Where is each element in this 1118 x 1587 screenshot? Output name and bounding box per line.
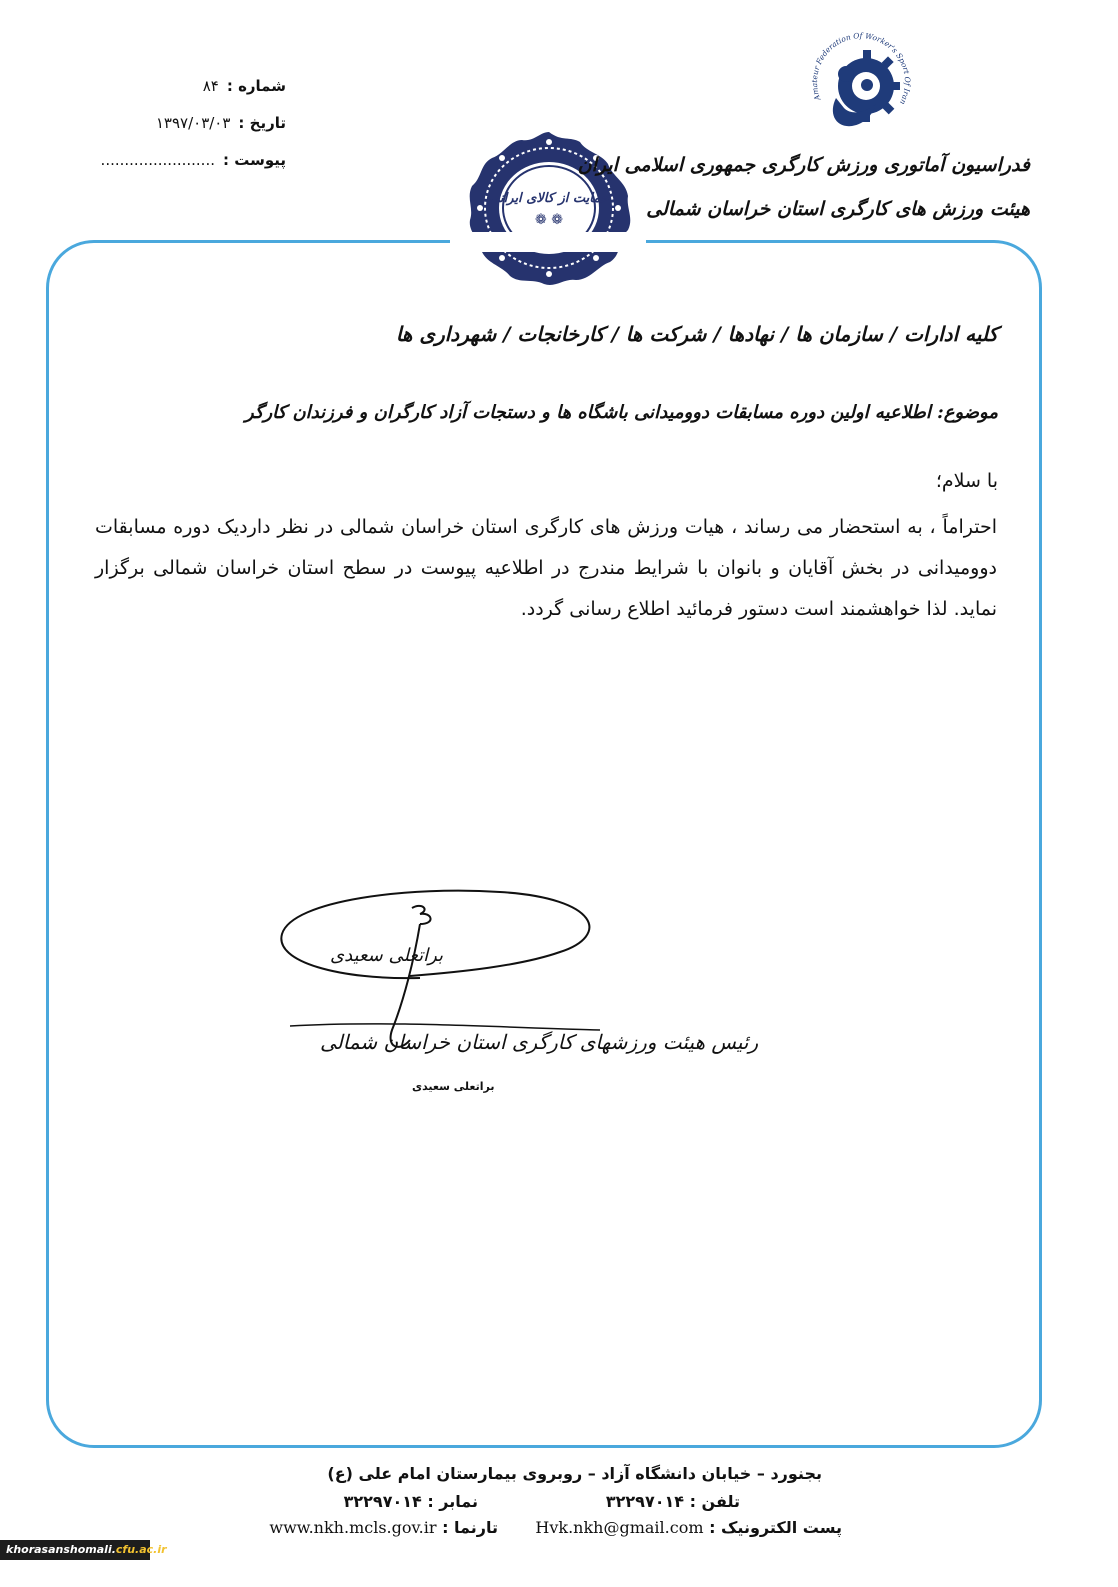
letter-date — [156, 111, 286, 135]
seal-text: حمایت از کالای ایرانی — [489, 191, 609, 206]
logo-ring-text: Amateur Federation Of Worker's Sport Of Iran — [809, 31, 913, 107]
footer-phone-value: ۳۲۲۹۷۰۱۴ — [605, 1492, 684, 1511]
footer-website-label: تارنما : — [442, 1518, 498, 1537]
subject: موضوع: اطلاعیه اولین دوره مسابقات دوومیدانی باشگاه ها و دستجات آزاد کارگران و فرزندان کارگر — [244, 402, 998, 423]
footer-email — [535, 1518, 842, 1537]
org-line-1: فدراسیون آماتوری ورزش کارگری جمهوری اسلامی ایران — [577, 154, 1030, 176]
letter-body: احتراماً ، به استحضار می رساند ، هیات ورزش های کارگری استان خراسان شمالی در نظر داردیک دوره مسابقات دوومیدانی در بخش آقایان و بانوان با شرایط مندرج در اطلاعیه پیوست در سطح استان خراسان شمالی برگزار نماید. لذا خواهشمند است دستور فرمائید اطلاع رسانی گردد. — [95, 516, 997, 620]
svg-text:❁ ❁: ❁ ❁ — [535, 212, 563, 228]
letter-attachment — [101, 148, 286, 172]
federation-logo — [806, 28, 916, 138]
source-watermark — [0, 1540, 167, 1560]
letter-number-value: ۸۴ — [202, 77, 219, 95]
signatory-title: رئیس هیئت ورزشهای کارگری استان خراسان شمالی — [320, 1030, 759, 1054]
footer-website-value[interactable]: www.nkh.mcls.gov.ir — [269, 1518, 437, 1537]
footer-phone-label: تلفن : — [689, 1492, 740, 1511]
footer-email-value[interactable]: Hvk.nkh@gmail.com — [535, 1518, 704, 1537]
footer-fax-value: ۳۲۲۹۷۰۱۴ — [343, 1492, 422, 1511]
signatory-printed-name: براتعلی سعیدی — [412, 1080, 495, 1093]
signature-handwritten-name: براتعلی سعیدی — [330, 945, 444, 966]
letter-date-label: تاریخ : — [238, 114, 286, 132]
greeting: با سلام؛ — [935, 470, 998, 492]
addressee: کلیه ادارات / سازمان ها / نهادها / شرکت ها / کارخانجات / شهرداری ها — [395, 322, 998, 346]
frame-gap — [450, 232, 646, 252]
footer-fax-label: نمابر : — [427, 1492, 478, 1511]
watermark-suffix: cfu.ac.ir — [115, 1543, 167, 1556]
footer-fax — [344, 1492, 478, 1511]
footer-address: بجنورد – خیابان دانشگاه آزاد – روبروی بیمارستان امام علی (ع) — [327, 1464, 822, 1483]
letter-number-label: شماره : — [226, 77, 286, 95]
watermark-prefix: khorasanshomali. — [6, 1543, 116, 1556]
footer-phone — [606, 1492, 740, 1511]
letter-attachment-label: پیوست : — [222, 151, 286, 169]
letter-attachment-value: ........................ — [100, 151, 215, 169]
letter-number — [203, 74, 286, 98]
letter-date-value: ۱۳۹۷/۰۳/۰۳ — [155, 114, 231, 132]
footer-email-label: پست الکترونیک : — [709, 1518, 842, 1537]
footer-website — [269, 1518, 498, 1537]
org-line-2: هیئت ورزش های کارگری استان خراسان شمالی — [646, 198, 1030, 220]
